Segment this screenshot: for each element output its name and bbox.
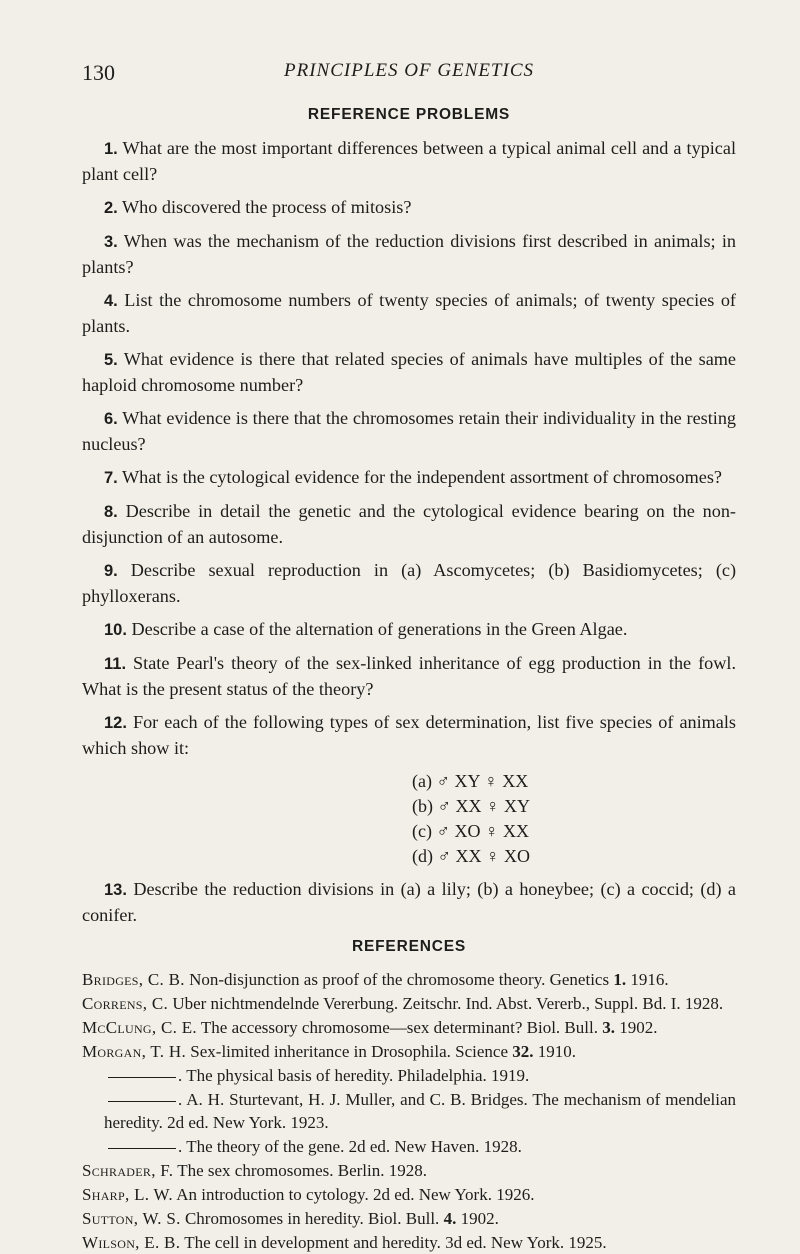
- reference-entry: [82, 1040, 736, 1063]
- reference-text: The physical basis of heredity. Philadelphia. 1919.: [186, 1066, 530, 1085]
- ditto-dash: [108, 1077, 176, 1078]
- reference-entry: . The physical basis of heredity. Philadelphia. 1919.: [82, 1064, 736, 1087]
- reference-text: The accessory chromosome—sex determinant? Biol. Bull.: [200, 1018, 598, 1037]
- reference-author: Sharp, L. W.: [82, 1185, 173, 1204]
- problem-text: When was the mechanism of the reduction divisions first described in animals; in plants?: [82, 231, 737, 277]
- reference-text: Sex-limited inheritance in Drosophila. Science: [190, 1042, 508, 1061]
- reference-entry: . A. H. Sturtevant, H. J. Muller, and C. B. Bridges. The mechanism of mendelian heredity. 2d ed. New York. 1923.: [104, 1090, 736, 1132]
- reference-entry: . The theory of the gene. 2d ed. New Haven. 1928.: [82, 1135, 736, 1158]
- page-number: 130: [82, 60, 115, 85]
- problem-text: Who discovered the process of mitosis?: [121, 197, 412, 217]
- reference-volume: 4.: [443, 1209, 457, 1228]
- problem-number: 4.: [104, 292, 118, 310]
- sex-type-line: (a) ♂ XY ♀ XX: [412, 771, 529, 791]
- reference-list: [82, 968, 736, 1254]
- problem-item: [82, 136, 736, 187]
- problem-item: [82, 406, 736, 457]
- reference-author: Schrader, F.: [82, 1161, 174, 1180]
- reference-author: Bridges, C. B.: [82, 970, 185, 989]
- reference-entry: [82, 1207, 736, 1230]
- problem-item: [82, 617, 736, 643]
- reference-text: The theory of the gene. 2d ed. New Haven. 1928.: [186, 1137, 522, 1156]
- reference-author: Sutton, W. S.: [82, 1209, 181, 1228]
- problem-number: 13.: [104, 881, 127, 899]
- problem-text: Describe sexual reproduction in (a) Ascomycetes; (b) Basidiomycetes; (c) phylloxerans.: [82, 560, 737, 606]
- problem-text: Describe a case of the alternation of generations in the Green Algae.: [131, 619, 628, 639]
- ditto-dash: [108, 1148, 176, 1149]
- problem-item: [82, 710, 736, 761]
- page-header: [82, 60, 736, 96]
- reference-text: An introduction to cytology. 2d ed. New York. 1926.: [176, 1185, 535, 1204]
- running-title: PRINCIPLES OF GENETICS: [284, 60, 534, 81]
- reference-author: Correns, C.: [82, 994, 169, 1013]
- reference-volume: 3.: [602, 1018, 615, 1037]
- reference-author: Morgan, T. H.: [82, 1042, 187, 1061]
- problem-item: [82, 195, 736, 221]
- section-heading-references: REFERENCES: [352, 938, 466, 955]
- reference-text: A. H. Sturtevant, H. J. Muller, and C. B. Bridges. The mechanism of mendelian heredity. 2d ed. New York. 1923.: [104, 1090, 736, 1132]
- problem-number: 3.: [104, 233, 118, 251]
- problem-text: What evidence is there that the chromosomes retain their individuality in the resting nucleus?: [82, 408, 737, 454]
- reference-year: 1910.: [537, 1042, 576, 1061]
- problem-item: [82, 347, 736, 398]
- problem-text: What are the most important differences between a typical animal cell and a typical plant cell?: [82, 138, 737, 184]
- sex-determination-types: [82, 769, 736, 869]
- problem-number: 8.: [104, 503, 118, 521]
- reference-year: 1916.: [630, 970, 669, 989]
- sex-type-line: (d) ♂ XX ♀ XO: [412, 846, 530, 866]
- reference-entry: [82, 1231, 736, 1254]
- problem-item: [82, 229, 736, 280]
- sex-type-line: (b) ♂ XX ♀ XY: [412, 796, 530, 816]
- reference-entry: [82, 1183, 736, 1206]
- problem-number: 6.: [104, 410, 118, 428]
- problem-number: 10.: [104, 621, 127, 639]
- reference-year: 1902.: [619, 1018, 658, 1037]
- reference-text: Chromosomes in heredity. Biol. Bull.: [184, 1209, 440, 1228]
- sex-type-line: (c) ♂ XO ♀ XX: [412, 821, 529, 841]
- problem-text: Describe in detail the genetic and the cytological evidence bearing on the non-disjunction of an autosome.: [82, 501, 736, 547]
- reference-text: The cell in development and heredity. 3d ed. New York. 1925.: [184, 1233, 607, 1252]
- problem-number: 11.: [104, 655, 127, 673]
- problem-item: [82, 288, 736, 339]
- reference-volume: 32.: [512, 1042, 534, 1061]
- problem-number: 7.: [104, 469, 118, 487]
- problem-item: [82, 465, 736, 491]
- reference-author: Wilson, E. B.: [82, 1233, 181, 1252]
- problem-text: List the chromosome numbers of twenty species of animals; of twenty species of plants.: [82, 290, 736, 336]
- reference-entry: [82, 968, 736, 991]
- reference-entry: [82, 992, 736, 1015]
- reference-volume: 1.: [613, 970, 627, 989]
- problem-list: [82, 136, 736, 761]
- problem-text: For each of the following types of sex determination, list five species of animals which show it:: [82, 712, 737, 758]
- problem-number: 12.: [104, 714, 127, 732]
- problem-text: Describe the reduction divisions in (a) a lily; (b) a honeybee; (c) a coccid; (d) a conifer.: [82, 879, 737, 925]
- reference-entry: [82, 1016, 736, 1039]
- problem-13: [82, 877, 736, 928]
- problem-number: 1.: [104, 140, 118, 158]
- reference-text: Non-disjunction as proof of the chromosome theory. Genetics: [189, 970, 610, 989]
- reference-entry: [82, 1159, 736, 1182]
- problem-item: [82, 651, 736, 702]
- reference-year: 1902.: [460, 1209, 499, 1228]
- problem-item: [82, 499, 736, 550]
- problem-number: 9.: [104, 562, 118, 580]
- reference-text: The sex chromosomes. Berlin. 1928.: [177, 1161, 427, 1180]
- problem-text: What is the cytological evidence for the independent assortment of chromosomes?: [121, 467, 722, 487]
- problem-number: 2.: [104, 199, 118, 217]
- problem-item: [82, 558, 736, 609]
- problem-text: State Pearl's theory of the sex-linked inheritance of egg production in the fowl. What is the present status of the theory?: [82, 653, 737, 699]
- problem-number: 5.: [104, 351, 118, 369]
- reference-text: Uber nichtmendelnde Vererbung. Zeitschr. Ind. Abst. Vererb., Suppl. Bd. I. 1928.: [172, 994, 724, 1013]
- ditto-dash: [108, 1101, 176, 1102]
- reference-author: McClung, C. E.: [82, 1018, 197, 1037]
- section-heading-problems: REFERENCE PROBLEMS: [307, 106, 511, 123]
- problem-text: What evidence is there that related species of animals have multiples of the same haploid chromosome number?: [82, 349, 736, 395]
